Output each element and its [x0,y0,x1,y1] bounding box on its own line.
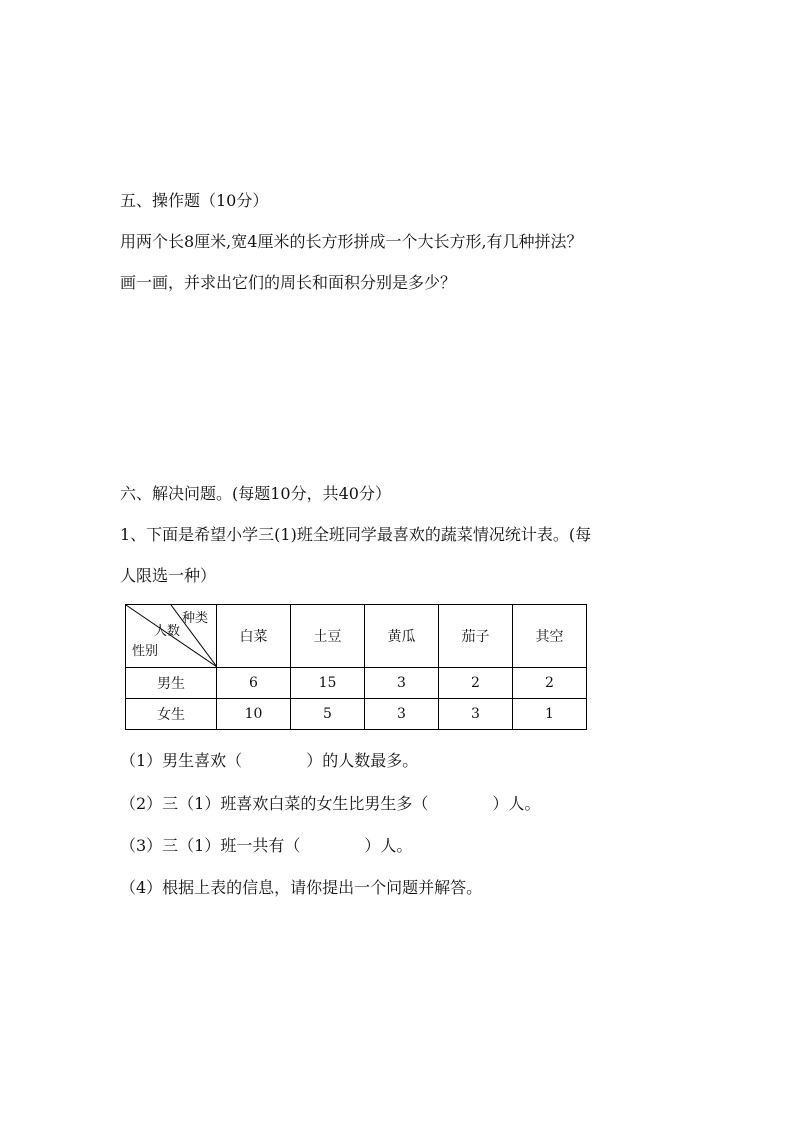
table-cell: 1 [513,699,587,730]
section6-question1-line1: 1、下面是希望小学三(1)班全班同学最喜欢的蔬菜情况统计表。(每 [120,525,592,544]
row-label: 男生 [126,668,217,699]
column-header: 其空 [513,605,587,668]
table-cell: 2 [439,668,513,699]
column-header: 土豆 [291,605,365,668]
table-row [126,668,587,699]
subquestion-1-prefix: （1）男生喜欢（ [120,751,243,770]
subquestion-1-suffix: ）的人数最多。 [306,751,419,770]
subquestion-2 [120,794,540,814]
table-cell: 6 [217,668,291,699]
table-cell: 2 [513,668,587,699]
subquestion-3 [120,836,412,856]
subquestion-1 [120,751,418,771]
table-header-row [126,605,587,668]
corner-label-count: 人数 [154,624,181,639]
subquestion-3-prefix: （3）三（1）班一共有（ [120,836,301,855]
row-label: 女生 [126,699,217,730]
table-cell: 10 [217,699,291,730]
subquestion-3-suffix: ）人。 [364,836,413,855]
table-corner-cell [126,605,217,668]
vegetable-stats-table [125,604,587,730]
table-row [126,699,587,730]
table-cell: 15 [291,668,365,699]
column-header: 白菜 [217,605,291,668]
section6-question1-line2: 人限选一种） [120,566,217,585]
column-header: 黄瓜 [365,605,439,668]
section5-question-line2: 画一画，并求出它们的周长和面积分别是多少？ [120,273,457,292]
table-cell: 5 [291,699,365,730]
table-cell: 3 [365,668,439,699]
subquestion-4: （4）根据上表的信息，请你提出一个问题并解答。 [120,878,483,897]
table-cell: 3 [439,699,513,730]
subquestion-2-prefix: （2）三（1）班喜欢白菜的女生比男生多（ [120,794,429,813]
table-cell: 3 [365,699,439,730]
section5-question-line1: 用两个长8厘米,宽4厘米的长方形拼成一个大长方形,有几种拼法？ [120,232,583,251]
column-header: 茄子 [439,605,513,668]
section5-title: 五、操作题（10分） [120,191,269,210]
subquestion-2-suffix: ）人。 [492,794,541,813]
corner-label-category: 种类 [182,611,209,626]
section6-title: 六、解决问题。(每题10分，共40分） [120,484,391,503]
corner-label-gender: 性别 [132,644,159,659]
